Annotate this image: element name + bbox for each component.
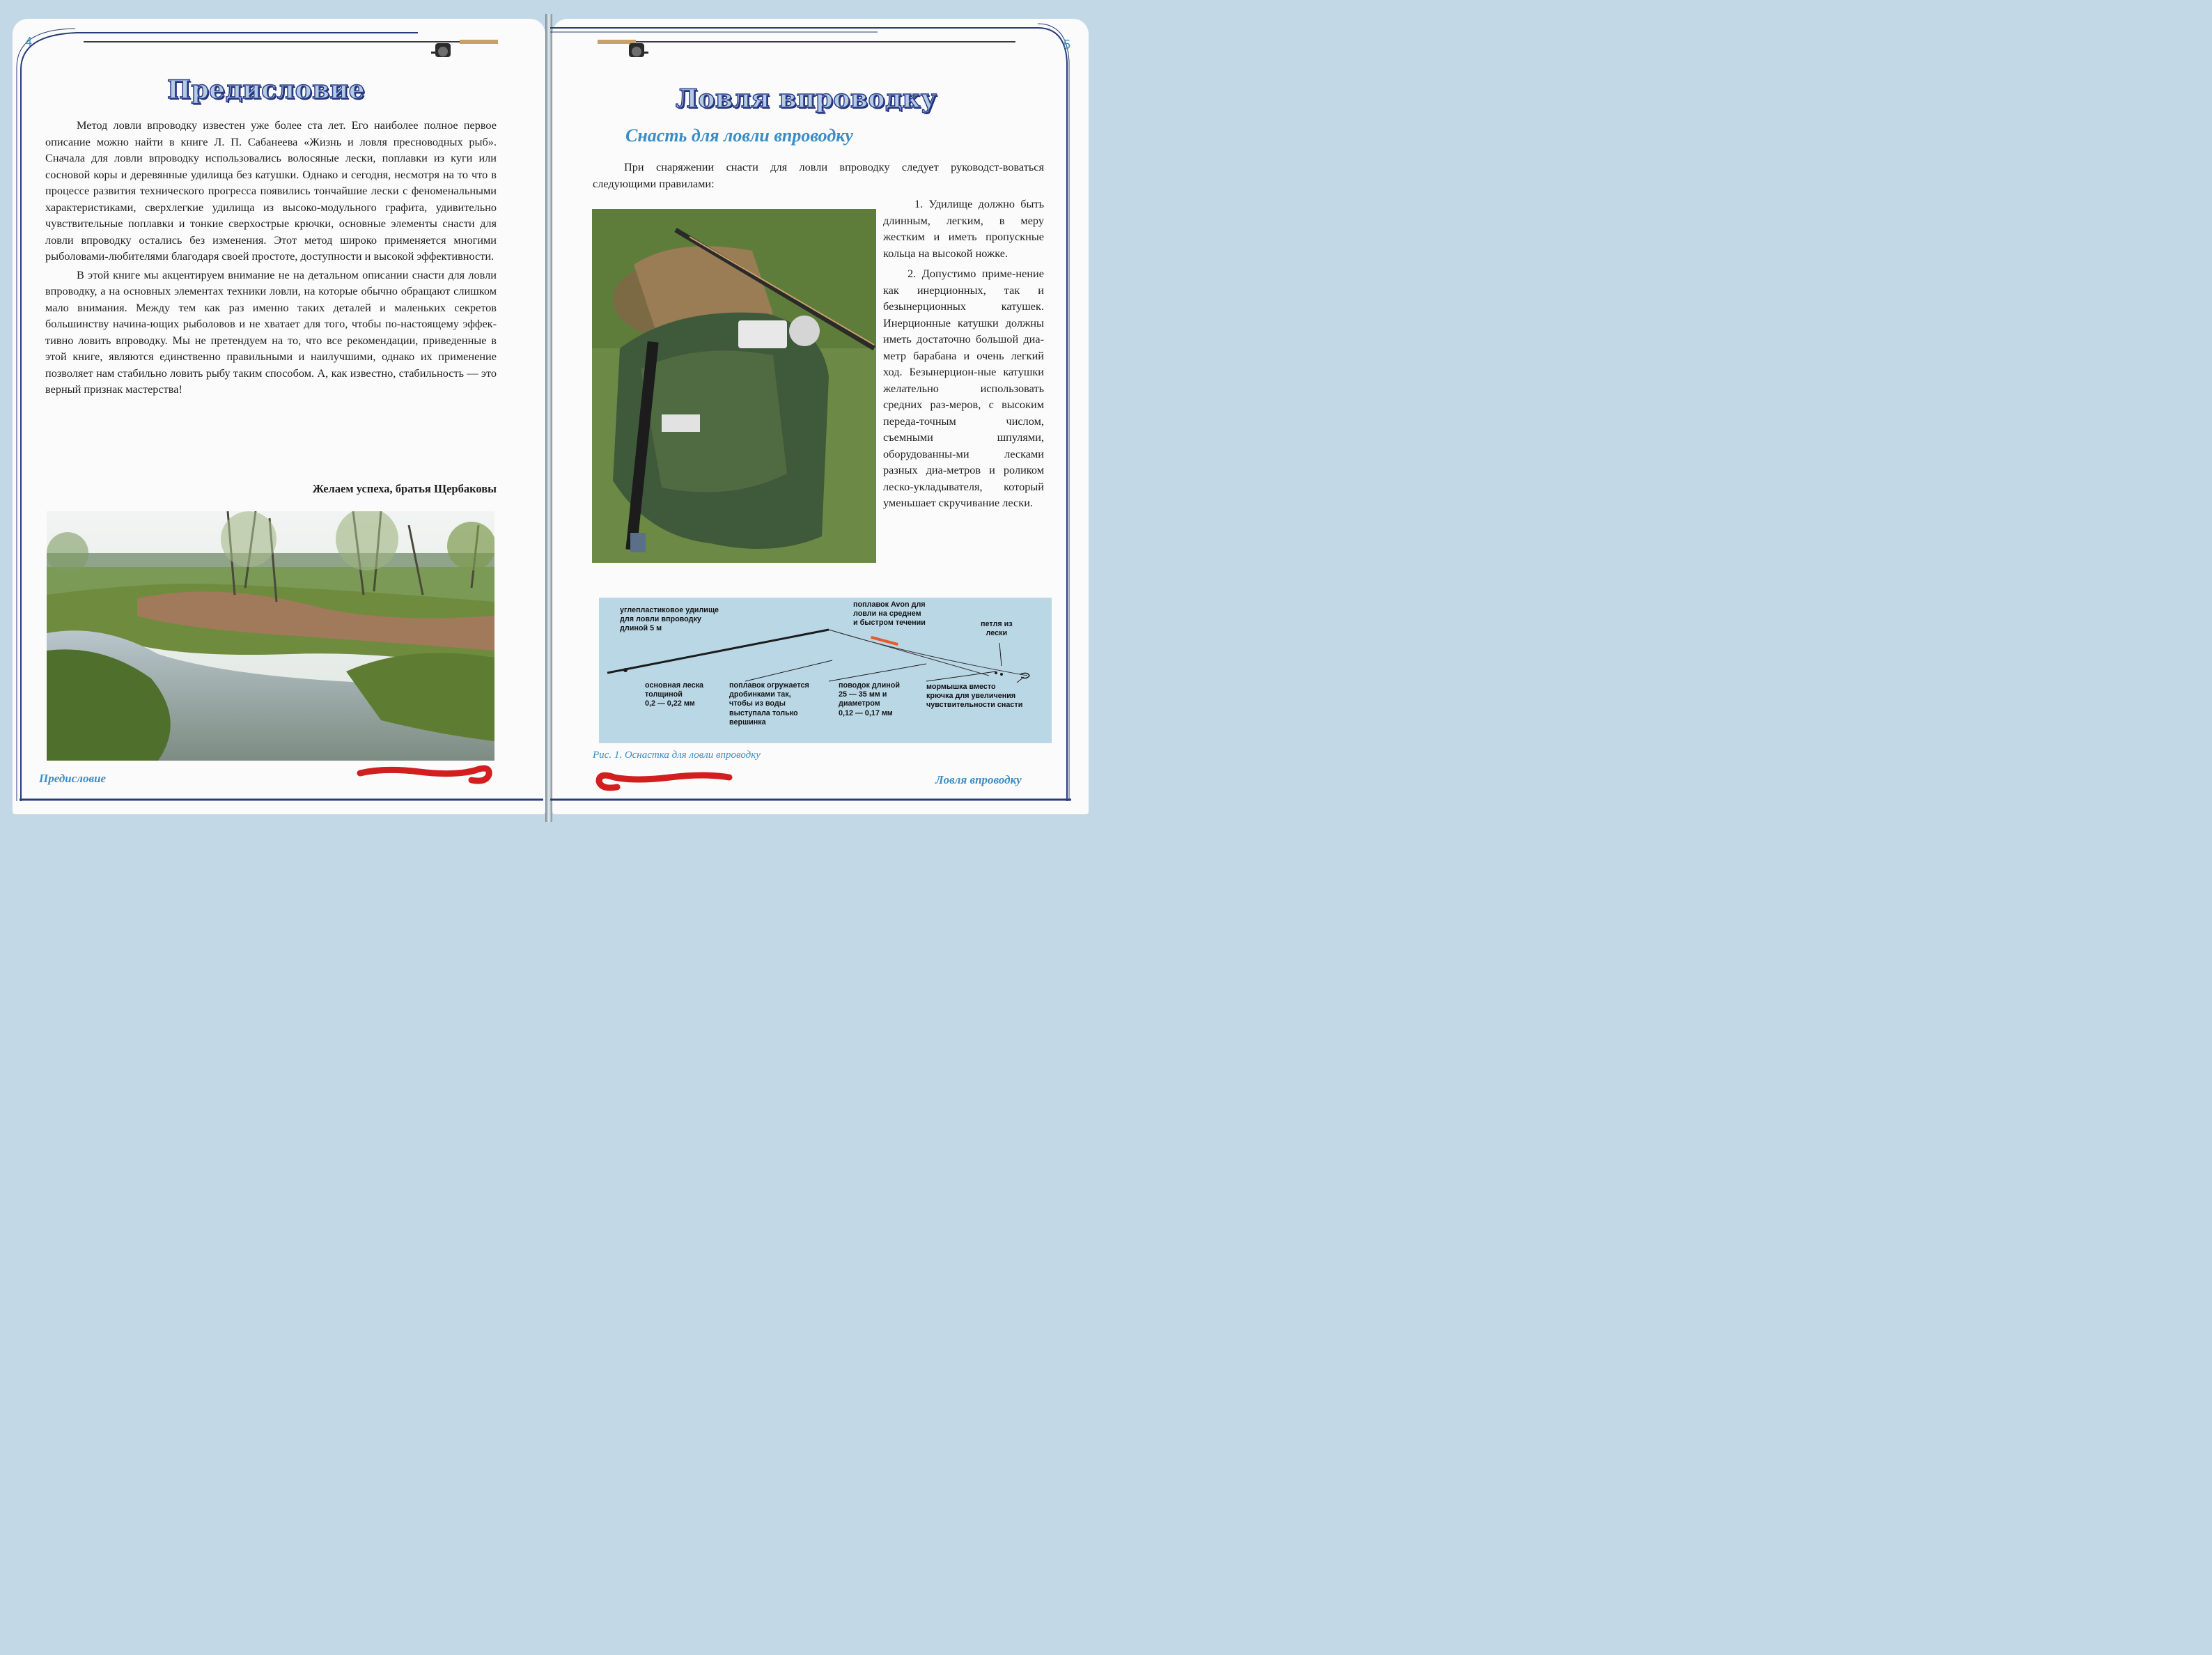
label-jig: мормышка вместо крючка для увеличения чувствительности снасти bbox=[926, 683, 1023, 710]
book-spine bbox=[545, 14, 552, 822]
section-subtitle: Снасть для ловли впроводку bbox=[625, 125, 853, 146]
label-line: основная леска толщиной 0,2 — 0,22 мм bbox=[645, 681, 704, 708]
page-footer: Предисловие bbox=[39, 772, 107, 785]
worm-lure-icon bbox=[357, 759, 496, 787]
fishing-rod-icon bbox=[598, 33, 1015, 68]
signature: Желаем успеха, братья Щербаковы bbox=[312, 482, 497, 495]
fishing-reel-icon bbox=[629, 43, 648, 57]
page-number: 4 bbox=[25, 35, 33, 49]
page-number: 5 bbox=[1064, 38, 1071, 52]
fishing-reel-icon bbox=[431, 43, 451, 57]
tackle-photo bbox=[592, 209, 876, 563]
label-rod: углепластиковое удилище для ловли впроводку длиной 5 м bbox=[620, 606, 719, 633]
rig-diagram bbox=[599, 598, 1052, 743]
page-title: Предисловие bbox=[167, 75, 366, 104]
rule-item: 2. Допустимо приме-нение как инерционных, так и безынерционных катушек. Инерционные катушки должны иметь достаточно большой диа-метр барабана и очень легкий ход. Безынерцион-ные катушки желательно использовать средних раз-меров, с высоким переда-точным числом, съемными шпулями, оборудованны-ми лесками разных диа-метров и роликом леско-укладывателя, который уменьшает скручивание лески. bbox=[883, 267, 1044, 509]
worm-lure-icon bbox=[593, 765, 733, 793]
river-photo bbox=[47, 511, 494, 761]
rule-item: 1. Удилище должно быть длинным, легким, в меру жестким и иметь пропускные кольца на высокой ножке. bbox=[883, 197, 1044, 260]
label-shot: поплавок огружается дробинками так, чтобы из воды выступала только вершинка bbox=[729, 681, 809, 727]
page-title: Ловля впроводку bbox=[676, 84, 937, 114]
page-footer: Ловля впроводку bbox=[935, 773, 1022, 786]
rules-text bbox=[883, 196, 1044, 511]
figure-caption: Рис. 1. Оснастка для ловли впроводку bbox=[593, 749, 761, 761]
paragraph: При снаряжении снасти для ловли впроводку следует руководст-воваться следующими правилами: bbox=[593, 160, 1044, 190]
label-leader: поводок длиной 25 — 35 мм и диаметром 0,12 — 0,17 мм bbox=[839, 681, 901, 717]
preface-text bbox=[45, 117, 497, 398]
paragraph: В этой книге мы акцентируем внимание не на детальном описании снасти для ловли впроводку, а на основных элементах техники ловли, на которые обычно обращают слишком мало внимания. Между тем как раз именно таких деталей и маленьких секретов большинству начина-ющих рыболовов и не хватает для того, чтобы по-настоящему эффек-тивно ловить впроводку. Мы не претендуем на то, что все рекомендации, приведенные в этой книге, являются единственно правильными и наилучшими, однако их применение позволяет нам стабильно ловить рыбу таким способом. А, как известно, стабильность — это верный признак мастерства! bbox=[45, 267, 497, 396]
label-loop: петля из лески bbox=[981, 620, 1013, 638]
fishing-rod-icon bbox=[84, 33, 501, 68]
paragraph: Метод ловли впроводку известен уже более ста лет. Его наиболее полное первое описание можно найти в книге Л. П. Сабанеева «Жизнь и ловля пресноводных рыб». Сначала для ловли впроводку использовались волосяные лески, поплавки из куги или сосновой коры и деревянные удилища без катушки. Однако и сегодня, несмотря на то что в процессе развития технического прогресса появились тончайшие лески с феноменальными характеристиками, сверхлегкие удилища из высоко-модульного графита, удивительно чувствительные поплавки и тонкие сверхострые крючки, основные элементы снасти для ловли впроводку остались без изменения. Этот метод широко применяется многими рыболовами-любителями благодаря своей простоте, доступности и высокой эффективности. bbox=[45, 118, 497, 263]
label-float: поплавок Avon для ловли на среднем и быстром течении bbox=[853, 600, 926, 628]
intro-text bbox=[593, 159, 1044, 192]
